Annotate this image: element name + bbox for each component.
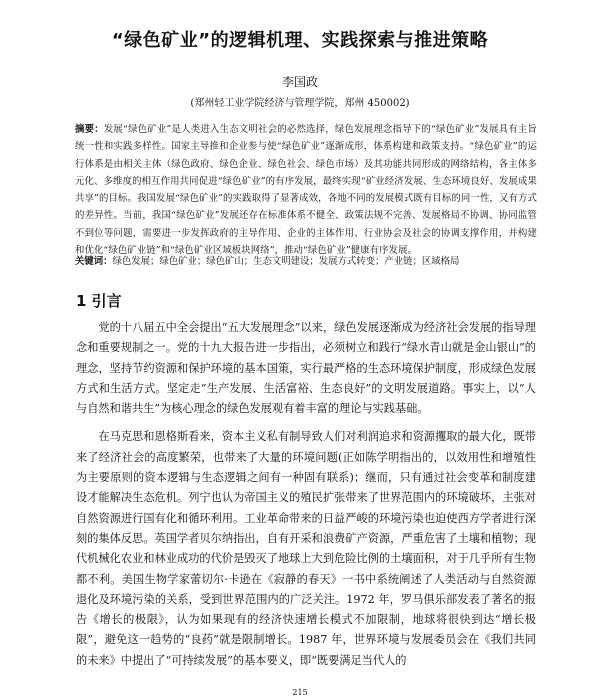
abstract-label: 摘要： bbox=[75, 124, 104, 135]
author-name: 李国政 bbox=[281, 75, 318, 89]
body-text bbox=[76, 318, 536, 679]
body-paragraph: 在马克思和恩格斯看来，资本主义私有制导致人们对利润追求和资源攫取的最大化，既带来了经济社会的高度繁荣，也带来了大量的环境问题(正如陈学明指出的，以效用性和增殖性为主要原则的资本逻辑与生态逻辑之间有一种固有联系)；继而，只有通过社会变革和制度建设才能解决生态危机。列宁也认为帝国主义的殖民扩张带来了世界范围内的环境破坏，主张对自然资源进行国有化和循环利用。工业革命带来的日益严峻的环境污染也迫使西方学者进行深刻的集体反思。英国学者贝尔纳指出，自有开采和浪费矿产资源，严重危害了土壤和植物；现代机械化农业和林业成功的代价是毁灭了地球上大到危险比例的土壤面积，对于几乎所有生物都不利。美国生物学家蕾切尔·卡逊在《寂静的春天》一书中系统阐述了人类活动与自然资源退化及环境污染的关系，受到世界范围内的广泛关注。1972 年，罗马俱乐部发表了著名的报告《增长的极限》，认为如果现有的经济快速增长模式不加限制，地球将很快到达“增长极限”，避免这一趋势的“良药”就是限制增长。1987 年，世界环境与发展委员会在《我们共同的未来》中提出了“可持续发展”的基本要义，即“既要满足当代人的 bbox=[76, 430, 536, 667]
paper-title: “绿色矿业”的逻辑机理、实践探索与推进策略 bbox=[111, 30, 489, 51]
body-paragraph: 党的十八届五中全会提出“五大发展理念”以来，绿色发展逐渐成为经济社会发展的指导理念和重要规制之一。党的十九大报告进一步指出，必须树立和践行“绿水青山就是金山银山”的理念，坚持节约资源和保护环境的基本国策，实行最严格的生态环境保护制度，形成绿色发展方式和生活方式。坚定走“生产发展、生活富裕、生态良好”的文明发展道路。事实上，以“人与自然和谐共生”为核心理念的绿色发展观有着丰富的理论与实践基础。 bbox=[76, 321, 536, 416]
section-heading: 1 引言 bbox=[76, 292, 122, 310]
abstract-text: 发展“绿色矿业”是人类进入生态文明社会的必然选择，绿色发展理念指导下的“绿色矿业”发展具有主旨统一性和实践多样性。国家主导推和企业参与使“绿色矿业”逐渐成形，体系构建和政策支持。“绿色矿业”的运行体系是由相关主体（绿色政府、绿色企业、绿色社会、绿色市场）及其功能共同形成的网络结构，各主体多元化、多维度的相互作用共同促进“绿色矿业”的有序发展，最终实现“矿业经济发展、生态环境良好、发展成果共享”的目标。我国发展“绿色矿业”的实践取得了显著成效，各地不同的发展模式既有目标的同一性，又有方式的差异性。当前，我国“绿色矿业”发展还存在标准体系不健全、政策法规不完善、发展格局不协调、协同监管不到位等问题，需要进一步发挥政府的主导作用、企业的主体作用、行业协会及社会的协调支撑作用，并构建和优化“绿色矿业链”和“绿色矿业区域板块网络”，推动“绿色矿业”健康有序发展。 bbox=[75, 124, 537, 257]
abstract bbox=[75, 121, 537, 259]
keywords-text: 绿色发展；绿色矿业；绿色矿山；生态文明建设；发展方式转变；产业链；区域格局 bbox=[112, 256, 460, 267]
page-number: 215 bbox=[292, 688, 308, 697]
keywords bbox=[75, 253, 537, 270]
author-affiliation: (郑州轻工业学院经济与管理学院，郑州 450002) bbox=[190, 98, 410, 109]
keywords-label: 关键词： bbox=[75, 256, 113, 267]
